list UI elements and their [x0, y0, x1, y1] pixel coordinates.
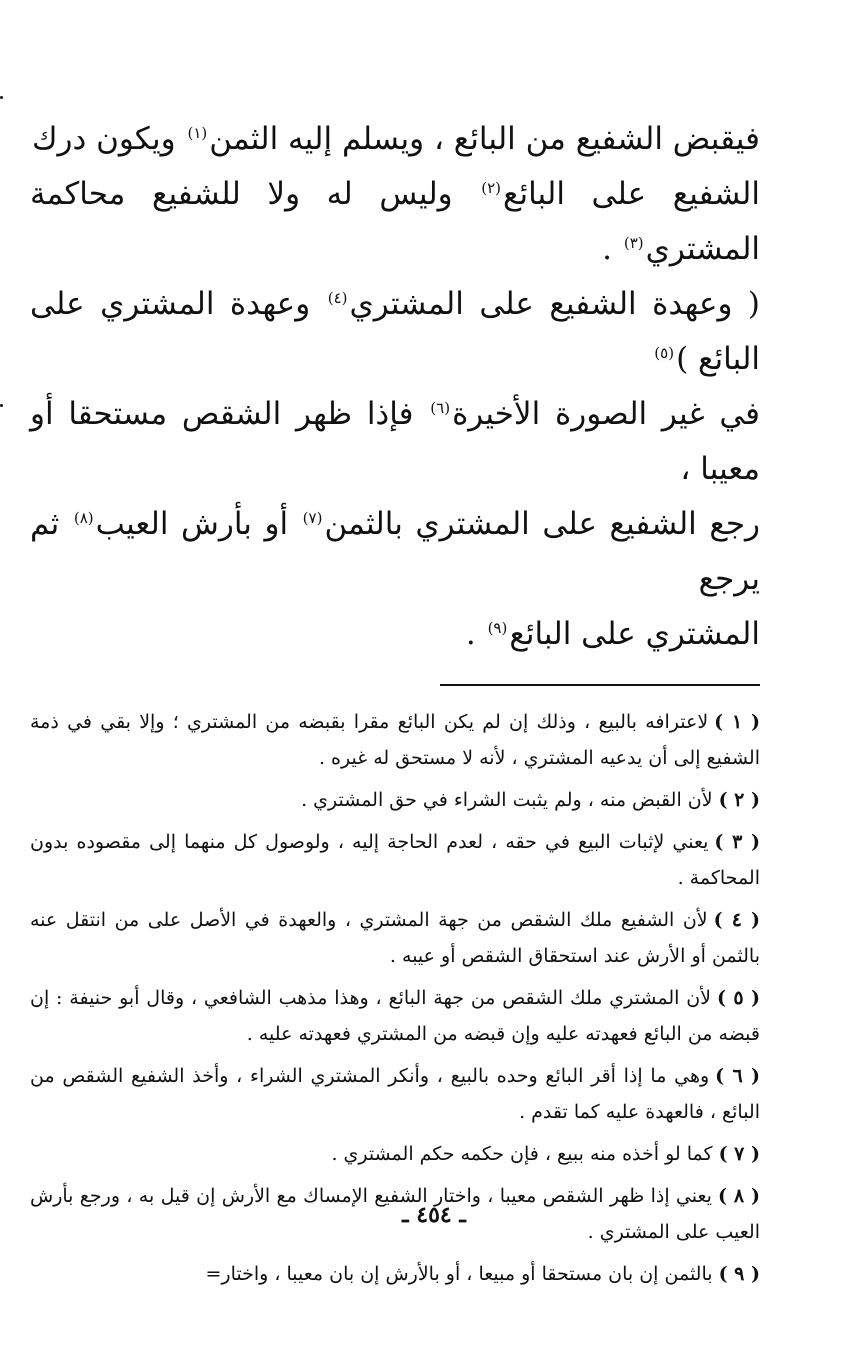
footnote-number: ( ٤ ) [713, 909, 760, 931]
footnote-marker: (٦) [430, 398, 451, 417]
main-text-segment: فيقبض الشفيع من البائع ، ويسلم إليه الثمن [209, 121, 760, 157]
footnote [30, 902, 760, 974]
footnote-text: يعني إذا ظهر الشقص معيبا ، واختار الشفيع الإمساك مع الأرش إن قيل به ، ورجع بأرش العيب على المشتري . [30, 1185, 760, 1243]
footnote-number: ( ٨ ) [717, 1185, 760, 1207]
main-text-line [30, 497, 760, 607]
footnote-number: ( ٢ ) [718, 789, 760, 811]
main-text-line [30, 167, 760, 277]
footnote-marker: (٥) [654, 343, 675, 362]
footnote-text: كما لو أخذه منه ببيع ، فإن حكمه حكم المشتري . [331, 1143, 713, 1165]
footnote-number: ( ٥ ) [717, 987, 760, 1009]
footnote-text: لاعترافه بالبيع ، وذلك إن لم يكن البائع مقرا بقبضه من المشتري ؛ وإلا بقي في ذمة الشفيع إلى أن يدعيه المشتري ، لأنه لا مستحق له غيره . [30, 711, 760, 769]
footnote [30, 980, 760, 1052]
main-text-segment: المشتري على البائع [509, 616, 760, 652]
footnote [30, 1136, 760, 1172]
footnote-marker: (٧) [302, 508, 323, 527]
footnote [30, 1256, 760, 1292]
main-text-segment: الشفيع على البائع [502, 176, 760, 212]
main-text-segment: فإذا ظهر الشقص مستحقا أو معيبا ، [30, 396, 760, 487]
footnote [30, 824, 760, 896]
footnote [30, 1058, 760, 1130]
margin-mark-top [0, 96, 3, 99]
main-text-line [30, 607, 760, 662]
main-text-segment: وعهدة المشتري على البائع ) [30, 286, 760, 377]
footnote-marker: (٩) [487, 618, 508, 637]
main-text-line [30, 387, 760, 497]
main-text-segment: أو بأرش العيب [95, 506, 301, 542]
footnote-marker: (٢) [481, 178, 501, 197]
main-text-segment: رجع الشفيع على المشتري بالثمن [324, 506, 760, 542]
footnote-marker: (١) [187, 123, 208, 142]
footnote [30, 704, 760, 776]
main-text-segment: ثم يرجع [30, 506, 760, 597]
footnote-marker: (٤) [327, 288, 348, 307]
margin-mark-middle [0, 404, 3, 407]
footnote-divider [440, 684, 760, 686]
footnote-number: ( ٧ ) [718, 1143, 760, 1165]
footnote-marker: (٣) [623, 233, 644, 252]
footnote [30, 782, 760, 818]
main-text-segment: . [465, 616, 486, 652]
footnote-number: ( ٦ ) [715, 1065, 761, 1087]
footnote-text: وهي ما إذا أقر البائع وحده بالبيع ، وأنكر المشتري الشراء ، وأخذ الشفيع الشقص من البائع ، فالعهدة عليه كما تقدم . [30, 1065, 760, 1123]
main-text-segment: ( وعهدة الشفيع على المشتري [349, 286, 761, 322]
footnote-text: لأن القبض منه ، ولم يثبت الشراء في حق المشتري . [301, 789, 713, 811]
main-text-segment: . [602, 231, 622, 267]
main-text-line [30, 112, 760, 167]
book-page [30, 112, 761, 1285]
main-text-block [30, 112, 760, 662]
page-number: ـ ٤٥٤ ـ [402, 1202, 466, 1228]
footnote-number: ( ١ ) [714, 711, 760, 733]
main-text-segment: في غير الصورة الأخيرة [452, 396, 761, 432]
footnote-number: ( ٣ ) [714, 831, 760, 853]
footnote-text: يعني لإثبات البيع في حقه ، لعدم الحاجة إليه ، ولوصول كل منهما إلى مقصوده بدون المحاكمة . [30, 831, 760, 889]
main-text-segment: ويكون درك [31, 121, 186, 157]
footnote-text: لأن المشتري ملك الشقص من جهة البائع ، وهذا مذهب الشافعي ، وقال أبو حنيفة : إن قبضه من البائع فعهدته عليه وإن قبضه من المشتري فعهدته عليه . [30, 987, 760, 1045]
footnote-text: لأن الشفيع ملك الشقص من جهة المشتري ، والعهدة في الأصل على من انتقل عنه بالثمن أو الأرش عند استحقاق الشقص أو عيبه . [30, 909, 760, 967]
footnote-marker: (٨) [73, 508, 94, 527]
main-text-line [30, 277, 760, 387]
main-text-segment: وليس له ولا للشفيع محاكمة المشتري [30, 176, 760, 267]
footnote-text: بالثمن إن بان مستحقا أو مبيعا ، أو بالأرش إن بان معيبا ، واختار= [205, 1263, 713, 1285]
footnote-number: ( ٩ ) [718, 1263, 760, 1285]
